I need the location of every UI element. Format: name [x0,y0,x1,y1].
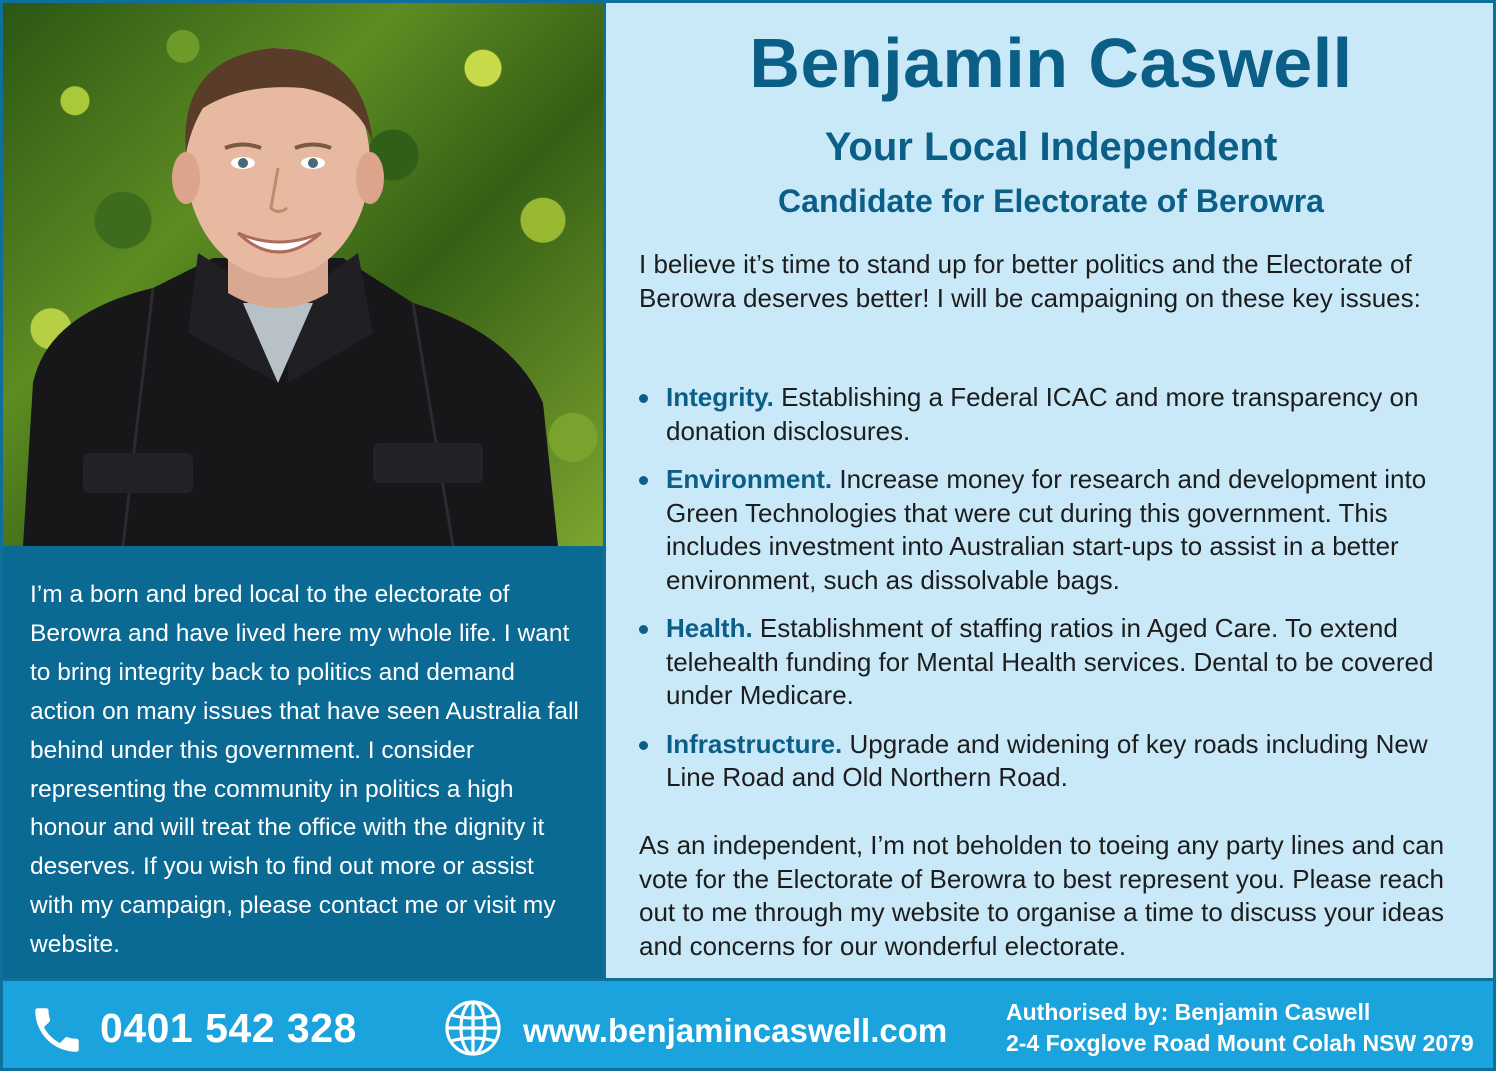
issue-text: Increase money for research and development into Green Technologies that were cut during this government. This includes investment into Australian start-ups to assist in a better environment, such as dissolvable bags. [666,464,1427,595]
issue-infrastructure [639,728,1474,795]
key-issues-list [639,381,1474,810]
candidate-tagline: Your Local Independent [824,125,1278,169]
contact-footer [3,978,1493,1068]
issue-heading: Integrity. [666,382,774,412]
issue-integrity [639,381,1474,448]
authorised-by: Authorised by: Benjamin Caswell [1006,999,1371,1025]
bullet-icon [639,476,648,485]
phone-icon [28,1001,86,1064]
globe-icon [443,998,503,1063]
bullet-icon [639,625,648,634]
authorisation-address: 2-4 Foxglove Road Mount Colah NSW 2079 [1006,1030,1474,1056]
issue-text: Establishing a Federal ICAC and more transparency on donation disclosures. [666,382,1419,446]
candidate-photo [3,3,603,546]
candidate-name: Benjamin Caswell [749,24,1353,102]
bio-text: I’m a born and bred local to the electorate of Berowra and have lived here my whole life. I want to bring integrity back to politics and demand action on many issues that have seen Australia fall behind under this government. I consider representing the community in politics a high honour and will treat the office with the dignity it deserves. If you wish to find out more or assist with my campaign, please contact me or visit my website. [30,581,579,959]
website-link[interactable]: www.benjamincaswell.com [523,1012,948,1049]
intro-paragraph [639,248,1474,315]
closing-paragraph [639,829,1474,963]
issue-heading: Health. [666,613,753,643]
candidate-position: Candidate for Electorate of Berowra [778,183,1324,219]
issue-text: Upgrade and widening of key roads including New Line Road and Old Northern Road. [666,728,1428,792]
main-content [603,3,1493,978]
issue-heading: Infrastructure. [666,728,843,759]
issue-heading: Environment. [666,464,833,494]
bullet-icon [639,394,648,403]
issue-text: Establishment of staffing ratios in Aged Care. To extend telehealth funding for Mental Health services. Dental to be covered under Medicare. [666,613,1434,710]
bio-panel [3,546,603,978]
issue-health [639,612,1474,713]
issue-environment [639,463,1474,597]
intro-text: I believe it’s time to stand up for better politics and the Electorate of Berowra deserves better! I will be campaigning on these key issues: [639,249,1421,313]
authorisation [1006,997,1474,1059]
closing-text: As an independent, I’m not beholden to toeing any party lines and can vote for the Electorate of Berowra to best represent you. Please reach out to me through my website to organise a time to discuss your ideas and concerns for our wonderful electorate. [639,830,1445,961]
bullet-icon [639,741,648,750]
candidate-portrait-illustration [3,3,603,546]
phone-number[interactable]: 0401 542 328 [100,1005,357,1051]
